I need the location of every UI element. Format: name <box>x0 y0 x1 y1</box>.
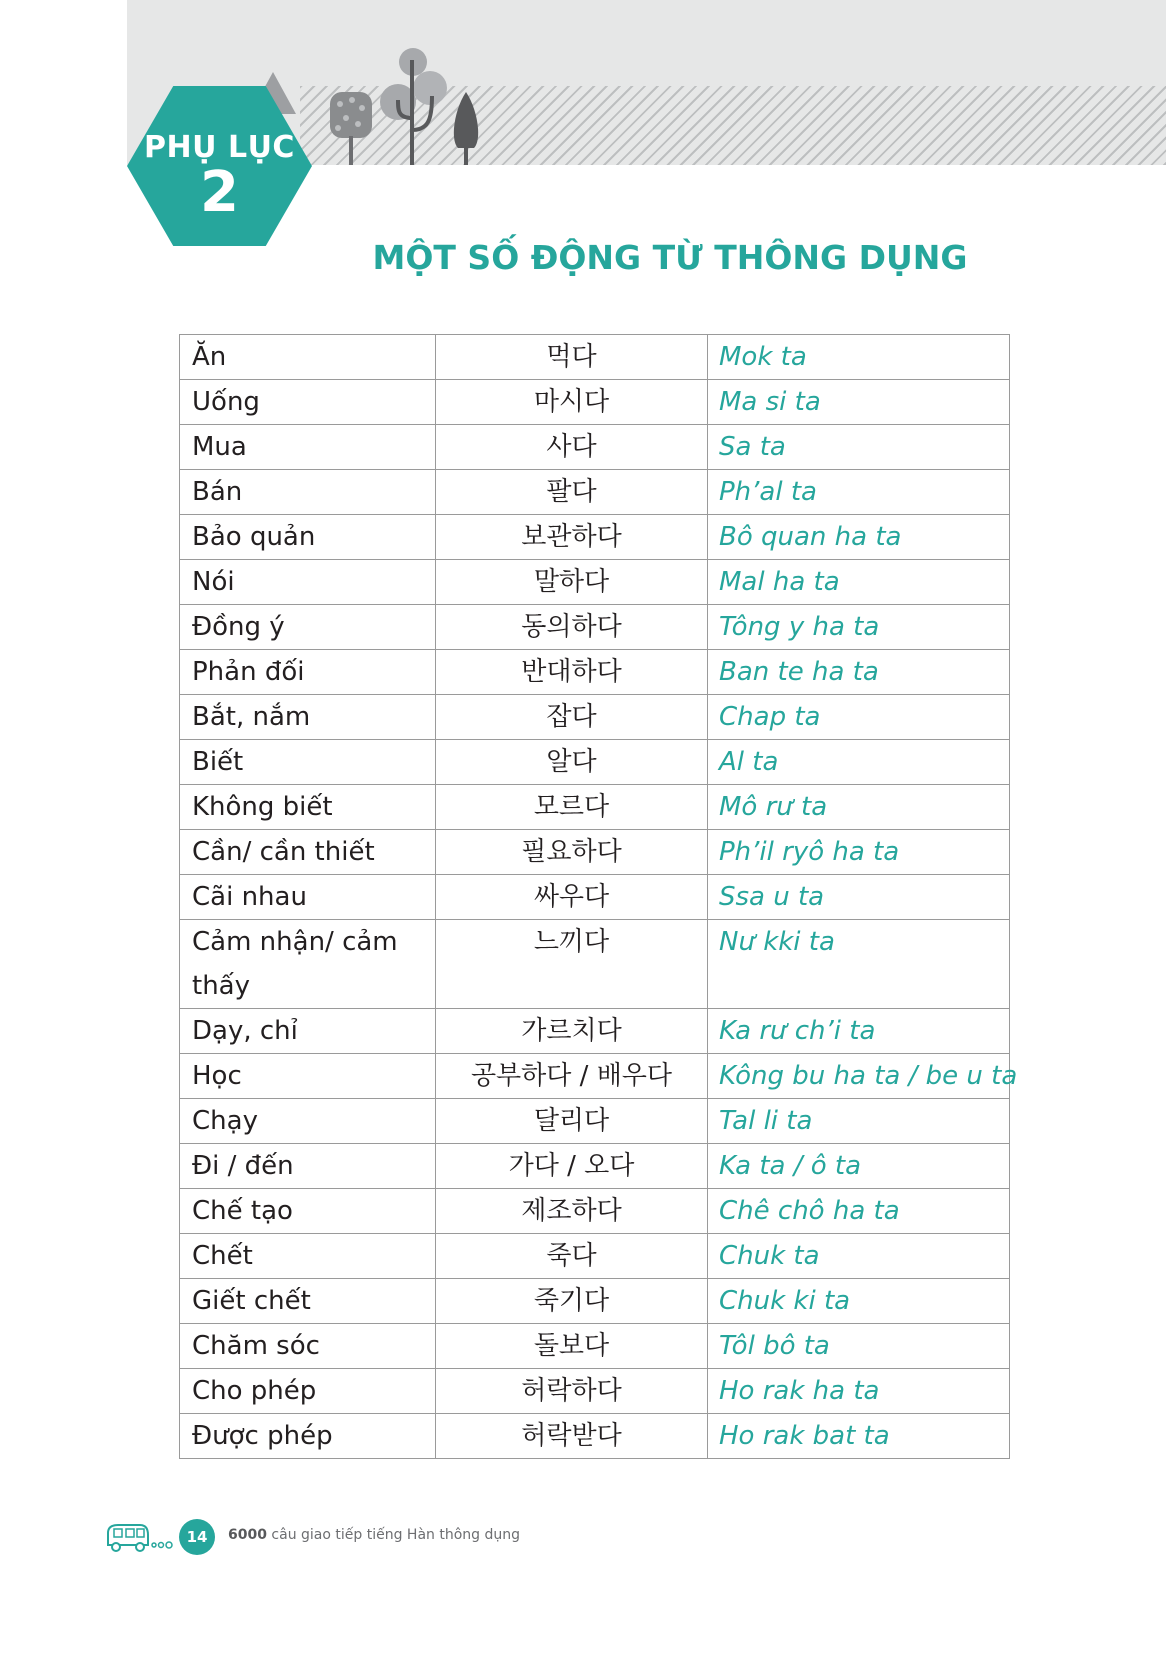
korean-cell: 반대하다 <box>436 650 708 695</box>
romanization-cell: Chap ta <box>708 695 1010 740</box>
vietnamese-cell: Mua <box>180 425 436 470</box>
vietnamese-cell: Bán <box>180 470 436 515</box>
vietnamese-cell: Giết chết <box>180 1279 436 1324</box>
korean-cell: 모르다 <box>436 785 708 830</box>
book-title <box>228 1527 520 1543</box>
vietnamese-cell: Uống <box>180 380 436 425</box>
romanization-cell: Al ta <box>708 740 1010 785</box>
vietnamese-cell: Học <box>180 1054 436 1099</box>
table-row <box>180 875 1010 920</box>
vietnamese-cell: Biết <box>180 740 436 785</box>
korean-cell: 싸우다 <box>436 875 708 920</box>
korean-cell: 보관하다 <box>436 515 708 560</box>
korean-cell: 죽기다 <box>436 1279 708 1324</box>
table-row <box>180 1369 1010 1414</box>
appendix-label: PHỤ LỤC <box>144 130 295 165</box>
car-icon <box>104 1521 176 1557</box>
table-row <box>180 1009 1010 1054</box>
page-title: MỘT SỐ ĐỘNG TỪ THÔNG DỤNG <box>372 238 968 277</box>
romanization-cell: Chuk ta <box>708 1234 1010 1279</box>
table-row <box>180 650 1010 695</box>
korean-cell: 잡다 <box>436 695 708 740</box>
vietnamese-cell: Chết <box>180 1234 436 1279</box>
table-row <box>180 1234 1010 1279</box>
romanization-cell: Tôl bô ta <box>708 1324 1010 1369</box>
korean-cell: 달리다 <box>436 1099 708 1144</box>
romanization-cell: Chê chô ha ta <box>708 1189 1010 1234</box>
vietnamese-cell: Cho phép <box>180 1369 436 1414</box>
romanization-cell: Tal li ta <box>708 1099 1010 1144</box>
table-row <box>180 515 1010 560</box>
vietnamese-cell: Không biết <box>180 785 436 830</box>
vietnamese-cell: Chạy <box>180 1099 436 1144</box>
vietnamese-cell: Phản đối <box>180 650 436 695</box>
table-row <box>180 1189 1010 1234</box>
romanization-cell: Ka rư ch’i ta <box>708 1009 1010 1054</box>
table-row <box>180 560 1010 605</box>
appendix-number: 2 <box>200 160 239 225</box>
romanization-cell: Ho rak ha ta <box>708 1369 1010 1414</box>
romanization-cell: Bô quan ha ta <box>708 515 1010 560</box>
table-row <box>180 380 1010 425</box>
vietnamese-cell: Bắt, nắm <box>180 695 436 740</box>
korean-cell: 말하다 <box>436 560 708 605</box>
romanization-cell: Ban te ha ta <box>708 650 1010 695</box>
verb-table-body <box>180 335 1018 1459</box>
korean-cell: 팔다 <box>436 470 708 515</box>
korean-cell: 돌보다 <box>436 1324 708 1369</box>
korean-cell: 가다 / 오다 <box>436 1144 708 1189</box>
romanization-cell: Tông y ha ta <box>708 605 1010 650</box>
vietnamese-cell: Cần/ cần thiết <box>180 830 436 875</box>
romanization-cell: Ph’il ryô ha ta <box>708 830 1010 875</box>
korean-cell: 허락하다 <box>436 1369 708 1414</box>
korean-cell: 가르치다 <box>436 1009 708 1054</box>
korean-cell: 허락받다 <box>436 1414 708 1459</box>
romanization-cell: Sa ta <box>708 425 1010 470</box>
vietnamese-cell: Chăm sóc <box>180 1324 436 1369</box>
table-row <box>180 335 1010 380</box>
table-row <box>180 470 1010 515</box>
romanization-cell: Ph’al ta <box>708 470 1010 515</box>
korean-cell: 동의하다 <box>436 605 708 650</box>
vietnamese-cell: Bảo quản <box>180 515 436 560</box>
table-row <box>180 1324 1010 1369</box>
footer <box>104 1515 704 1559</box>
korean-cell: 필요하다 <box>436 830 708 875</box>
table-row <box>180 605 1010 650</box>
book-title-bold: 6000 <box>228 1527 267 1543</box>
vietnamese-cell: Ăn <box>180 335 436 380</box>
table-row <box>180 1414 1010 1459</box>
table-row <box>180 740 1010 785</box>
romanization-cell: Kông bu ha ta / be u ta <box>708 1054 1010 1099</box>
korean-cell: 죽다 <box>436 1234 708 1279</box>
vietnamese-cell: Chế tạo <box>180 1189 436 1234</box>
table-row <box>180 425 1010 470</box>
romanization-cell: Nư kki ta <box>708 920 1010 1009</box>
table-row <box>180 920 1010 1009</box>
korean-cell: 느끼다 <box>436 920 708 1009</box>
romanization-cell: Ho rak bat ta <box>708 1414 1010 1459</box>
verb-table <box>179 334 1018 1459</box>
romanization-cell: Ka ta / ô ta <box>708 1144 1010 1189</box>
romanization-cell: Mô rư ta <box>708 785 1010 830</box>
vietnamese-cell: Được phép <box>180 1414 436 1459</box>
table-row <box>180 1279 1010 1324</box>
vietnamese-cell: Đi / đến <box>180 1144 436 1189</box>
korean-cell: 제조하다 <box>436 1189 708 1234</box>
vietnamese-cell: Cảm nhận/ cảm thấy <box>180 920 436 1009</box>
vietnamese-cell: Dạy, chỉ <box>180 1009 436 1054</box>
table-row <box>180 695 1010 740</box>
table-row <box>180 1099 1010 1144</box>
romanization-cell: Ssa u ta <box>708 875 1010 920</box>
korean-cell: 사다 <box>436 425 708 470</box>
korean-cell: 먹다 <box>436 335 708 380</box>
romanization-cell: Ma si ta <box>708 380 1010 425</box>
romanization-cell: Mal ha ta <box>708 560 1010 605</box>
table-row <box>180 1054 1010 1099</box>
page-number: 14 <box>179 1519 215 1555</box>
romanization-cell: Mok ta <box>708 335 1010 380</box>
korean-cell: 마시다 <box>436 380 708 425</box>
korean-cell: 공부하다 / 배우다 <box>436 1054 708 1099</box>
table-row <box>180 785 1010 830</box>
vietnamese-cell: Nói <box>180 560 436 605</box>
vietnamese-cell: Cãi nhau <box>180 875 436 920</box>
book-title-rest: câu giao tiếp tiếng Hàn thông dụng <box>266 1527 521 1543</box>
table-row <box>180 1144 1010 1189</box>
table-row <box>180 830 1010 875</box>
korean-cell: 알다 <box>436 740 708 785</box>
romanization-cell: Chuk ki ta <box>708 1279 1010 1324</box>
vietnamese-cell: Đồng ý <box>180 605 436 650</box>
